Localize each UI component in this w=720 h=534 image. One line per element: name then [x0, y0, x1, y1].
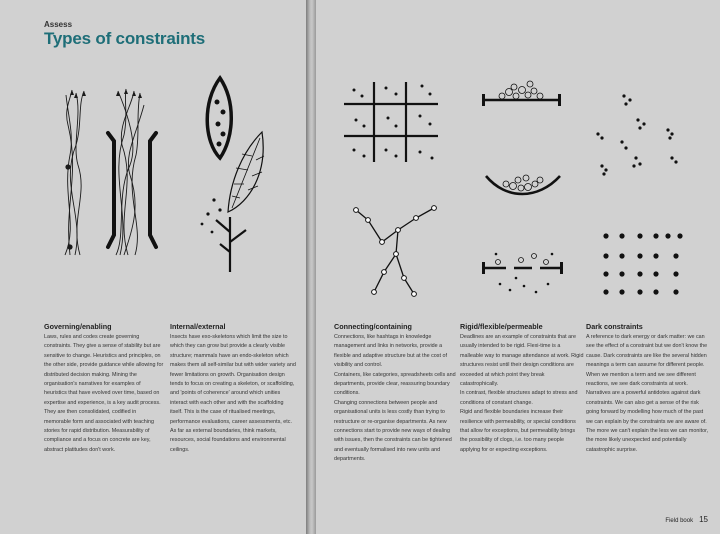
rigid-flexible-permeable-illustration	[476, 78, 576, 308]
page-footer	[665, 515, 708, 524]
column-heading: Governing/enabling	[44, 322, 112, 331]
column-body: Connections, like hashtags in knowledge management and links in networks, provide a flexible and adaptive structure but at the cost of visibility and control. Containers, like categories, spreadsheets cells and departments, provide clear, reassuring boundary conditions. Changing connections between people and organisational units is less costly than trying to restructure or re-organise departments. As new connections start to provide new ways of dealing with issues, then the constraints can be tightened and eventually formalised into new units and departments.	[334, 334, 456, 463]
connecting-containing-illustration	[338, 78, 448, 308]
section-label: Assess	[44, 20, 73, 29]
column-heading: Internal/external	[170, 322, 226, 331]
page-title: Types of constraints	[44, 29, 205, 48]
column-internal	[170, 322, 296, 455]
column-governing	[44, 322, 164, 455]
column-body: Insects have exo-skeletons which limit the size to which they can grow but provide a clearly visible structure; mammals have an endo-skeleton which makes them all self-similar but with wider variety and fewer limitations on growth. Organisation design tends to focus on creating a skeleton, or scaffolding, and 'points of coherence' around which unities interact with each other and with the scaffolding itself. This is the case of ritualised meetings, performance evaluations, career assessments, etc. As far as external boundaries, think markets, resources, social foundations and environmental ceilings.	[170, 334, 296, 453]
column-heading: Rigid/flexible/permeable	[460, 322, 543, 331]
column-heading: Connecting/containing	[334, 322, 412, 331]
dark-constraints-illustration	[586, 78, 696, 308]
column-heading: Dark constraints	[586, 322, 643, 331]
left-page	[0, 0, 306, 534]
column-dark	[586, 322, 710, 455]
internal-external-illustration	[190, 72, 290, 272]
governing-enabling-illustration	[40, 85, 170, 265]
column-connecting	[334, 322, 458, 465]
column-body: A reference to dark energy or dark matter: we can see the effect of a constraint but we don't know the cause. Dark constraints are like the several hidden meanings a term can assume for different people. When we mention a term and we see different reactions, we see dark constraints at work. Narratives are a powerful antidotes against dark constraints. We can also get a sense of the risk going forward by modelling how much of the past we can explain by the constraints we are aware of. The more we can't explain the less we can monitor, the more likely unexpected and potentially catastrophic surprise.	[586, 334, 709, 453]
column-rigid	[460, 322, 584, 455]
book-spine	[306, 0, 316, 534]
right-page	[316, 0, 720, 534]
column-body: Deadlines are an example of constraints that are usually intended to be rigid. Flexi-time is a malleable way to manage attendance at work. Rigid structures resist until their design conditions are exceeded at which point they break catastrophically. In contrast, flexible structures adapt to stress and conditions of constant change. Rigid and flexible boundaries increase their resilience with permeability, or special conditions that allow for exceptions, but permeability brings the possibility of clogs, i.e. too many people applying for or expecting exceptions.	[460, 334, 584, 453]
column-body: Laws, rules and codes create governing constraints. They give a sense of stability but are sensitive to change. Heuristics and principles, on the other side, provide guidance while allowing for distributed decision making. Mining the organisation's narratives for examples of heuristics that have evolved over time, based on expertise and experience, is a key audit process. They are then consolidated, codified in memorable form and associated with teaching stories for rapid distribution. Measurability of compliance and a focus on concrete are key, abstract platitudes don't work.	[44, 334, 164, 453]
footer-label: Field book	[665, 518, 694, 524]
page-number: 15	[699, 515, 708, 524]
